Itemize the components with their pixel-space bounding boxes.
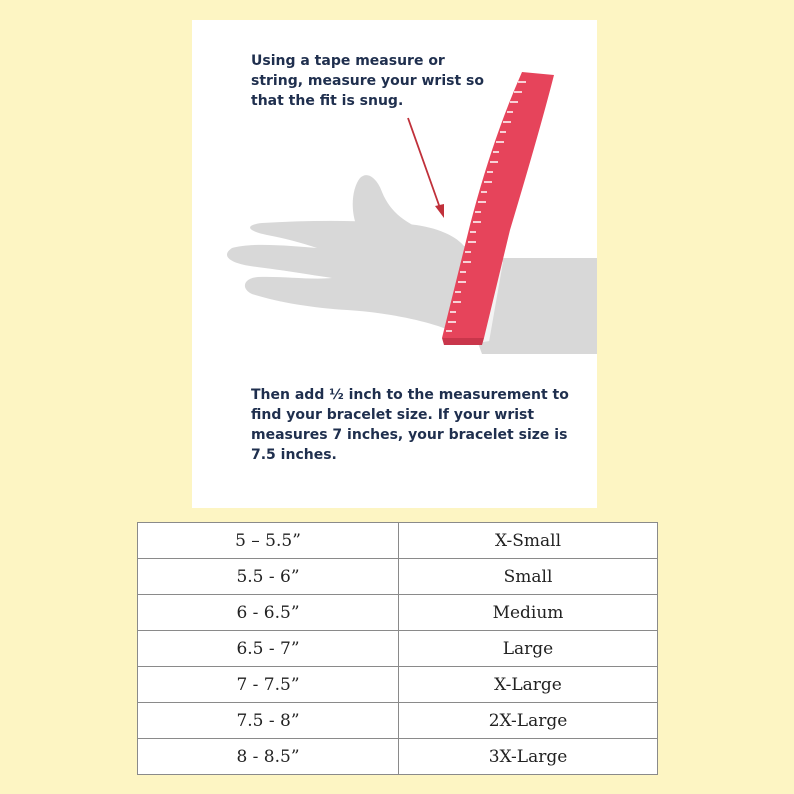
wrist-range-cell: 5 – 5.5” bbox=[138, 523, 399, 559]
hand-icon bbox=[227, 175, 597, 354]
wrist-range-cell: 7.5 - 8” bbox=[138, 703, 399, 739]
measure-instruction: Using a tape measure or string, measure your wrist so that the fit is snug. bbox=[251, 53, 484, 109]
arrow-icon bbox=[408, 118, 444, 218]
wrist-range-cell: 7 - 7.5” bbox=[138, 667, 399, 703]
table-row bbox=[138, 703, 658, 739]
sizing-guide-card bbox=[192, 20, 597, 508]
add-half-inch-instruction: Then add ½ inch to the measurement to find your bracelet size. If your wrist measures 7 inches, your bracelet size is 7.5 inches. bbox=[251, 387, 569, 463]
wrist-range-cell: 5.5 - 6” bbox=[138, 559, 399, 595]
wrist-range-cell: 6 - 6.5” bbox=[138, 595, 399, 631]
bracelet-size-cell: 3X-Large bbox=[399, 739, 658, 775]
table-row bbox=[138, 595, 658, 631]
table-row bbox=[138, 559, 658, 595]
bracelet-size-cell: X-Small bbox=[399, 523, 658, 559]
bracelet-size-cell: 2X-Large bbox=[399, 703, 658, 739]
wrist-range-cell: 8 - 8.5” bbox=[138, 739, 399, 775]
table-row bbox=[138, 739, 658, 775]
bracelet-size-cell: X-Large bbox=[399, 667, 658, 703]
bracelet-size-cell: Medium bbox=[399, 595, 658, 631]
table-row bbox=[138, 667, 658, 703]
wrist-range-cell: 6.5 - 7” bbox=[138, 631, 399, 667]
bracelet-size-table bbox=[137, 522, 658, 775]
table-row bbox=[138, 631, 658, 667]
bracelet-size-cell: Large bbox=[399, 631, 658, 667]
table-row bbox=[138, 523, 658, 559]
bracelet-size-cell: Small bbox=[399, 559, 658, 595]
